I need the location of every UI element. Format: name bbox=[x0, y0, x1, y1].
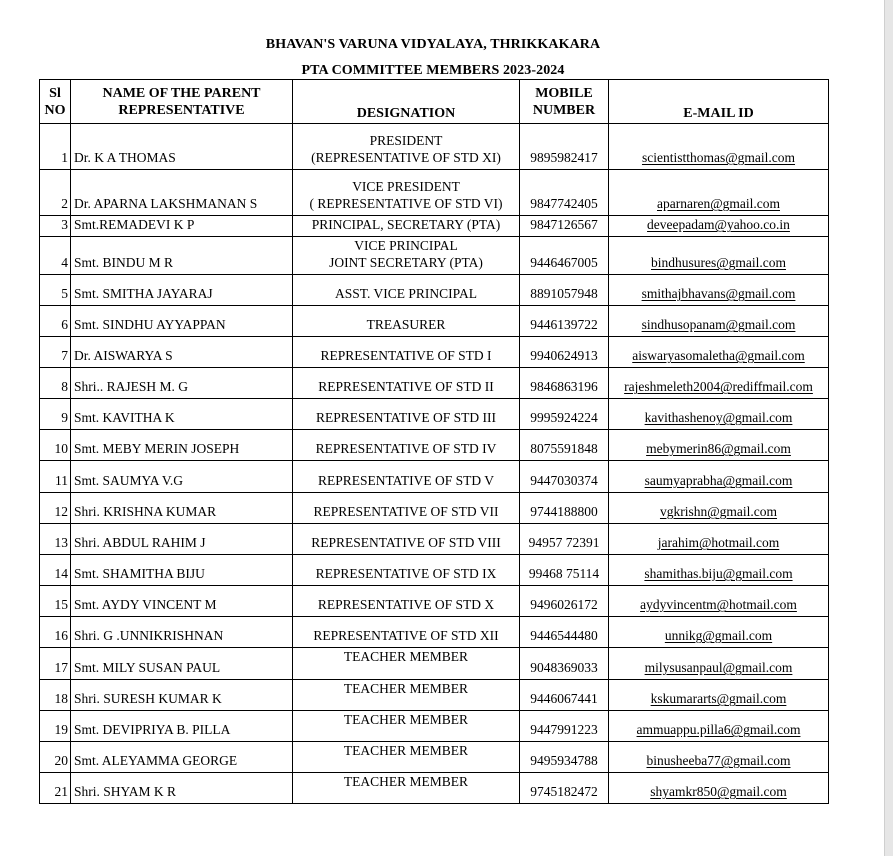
header-mobile-line2: NUMBER bbox=[532, 102, 596, 118]
row-designation-line1: REPRESENTATIVE OF STD IX bbox=[315, 566, 497, 581]
row-name: Smt. MEBY MERIN JOSEPH bbox=[71, 430, 293, 461]
row-name: Smt. SINDHU AYYAPPAN bbox=[71, 306, 293, 337]
row-email[interactable] bbox=[609, 617, 829, 648]
row-name: Shri. KRISHNA KUMAR bbox=[71, 493, 293, 524]
row-mobile: 9895982417 bbox=[520, 124, 609, 170]
row-designation-line1: TEACHER MEMBER bbox=[343, 774, 469, 789]
table-row bbox=[40, 493, 829, 524]
row-designation bbox=[293, 742, 520, 773]
email-link[interactable]: jarahim@hotmail.com bbox=[657, 535, 780, 550]
table-row bbox=[40, 170, 829, 216]
row-email[interactable] bbox=[609, 430, 829, 461]
row-email[interactable] bbox=[609, 216, 829, 237]
table-row bbox=[40, 124, 829, 170]
row-designation bbox=[293, 368, 520, 399]
email-link[interactable]: vgkrishn@gmail.com bbox=[659, 504, 778, 519]
table-row bbox=[40, 275, 829, 306]
row-name: Shri. G .UNNIKRISHNAN bbox=[71, 617, 293, 648]
header-designation: DESIGNATION bbox=[293, 80, 520, 124]
row-sl-no: 9 bbox=[40, 399, 71, 430]
row-designation-line1: REPRESENTATIVE OF STD II bbox=[318, 379, 494, 394]
row-sl-no: 17 bbox=[40, 648, 71, 680]
row-sl-no: 20 bbox=[40, 742, 71, 773]
email-link[interactable]: bindhusures@gmail.com bbox=[650, 255, 787, 270]
row-name: Smt. SAUMYA V.G bbox=[71, 461, 293, 493]
row-email[interactable] bbox=[609, 493, 829, 524]
row-mobile: 9846863196 bbox=[520, 368, 609, 399]
row-designation bbox=[293, 711, 520, 742]
row-mobile: 9048369033 bbox=[520, 648, 609, 680]
table-row bbox=[40, 306, 829, 337]
row-email[interactable] bbox=[609, 648, 829, 680]
row-designation bbox=[293, 617, 520, 648]
table-row bbox=[40, 617, 829, 648]
row-designation-line1: VICE PRESIDENT bbox=[352, 179, 460, 194]
row-designation-line2: (REPRESENTATIVE OF STD XI) bbox=[311, 150, 501, 165]
row-sl-no: 6 bbox=[40, 306, 71, 337]
row-email[interactable] bbox=[609, 124, 829, 170]
row-designation-line1: ASST. VICE PRINCIPAL bbox=[335, 286, 477, 301]
row-sl-no: 4 bbox=[40, 237, 71, 275]
row-name: Smt. SHAMITHA BIJU bbox=[71, 555, 293, 586]
email-link[interactable]: aiswaryasomaletha@gmail.com bbox=[632, 348, 805, 363]
row-designation-line1: REPRESENTATIVE OF STD XII bbox=[313, 628, 499, 643]
table-row bbox=[40, 586, 829, 617]
row-designation-line1: REPRESENTATIVE OF STD III bbox=[315, 410, 497, 425]
table-row bbox=[40, 773, 829, 804]
table-row bbox=[40, 524, 829, 555]
page-edge bbox=[884, 0, 893, 856]
row-mobile: 9446467005 bbox=[520, 237, 609, 275]
row-designation bbox=[293, 237, 520, 275]
row-name: Smt.REMADEVI K P bbox=[71, 216, 293, 237]
row-sl-no: 1 bbox=[40, 124, 71, 170]
row-mobile: 9496026172 bbox=[520, 586, 609, 617]
row-sl-no: 14 bbox=[40, 555, 71, 586]
email-link[interactable]: unnikg@gmail.com bbox=[664, 628, 773, 643]
row-designation bbox=[293, 524, 520, 555]
row-email[interactable] bbox=[609, 586, 829, 617]
row-sl-no: 11 bbox=[40, 461, 71, 493]
row-sl-no: 13 bbox=[40, 524, 71, 555]
row-name: Dr. APARNA LAKSHMANAN S bbox=[71, 170, 293, 216]
row-email[interactable] bbox=[609, 555, 829, 586]
row-email[interactable] bbox=[609, 170, 829, 216]
row-mobile: 9446544480 bbox=[520, 617, 609, 648]
row-email[interactable] bbox=[609, 275, 829, 306]
table-header-row bbox=[40, 80, 829, 124]
row-designation bbox=[293, 399, 520, 430]
row-email[interactable] bbox=[609, 461, 829, 493]
row-mobile: 8075591848 bbox=[520, 430, 609, 461]
row-designation bbox=[293, 306, 520, 337]
row-designation bbox=[293, 170, 520, 216]
row-email[interactable] bbox=[609, 680, 829, 711]
row-designation-line1: TEACHER MEMBER bbox=[343, 743, 469, 758]
row-email[interactable] bbox=[609, 742, 829, 773]
row-sl-no: 10 bbox=[40, 430, 71, 461]
row-designation bbox=[293, 337, 520, 368]
row-designation-line1: PRESIDENT bbox=[369, 133, 443, 148]
row-name: Shri.. RAJESH M. G bbox=[71, 368, 293, 399]
row-name: Smt. MILY SUSAN PAUL bbox=[71, 648, 293, 680]
row-mobile: 9847126567 bbox=[520, 216, 609, 237]
document-subtitle: PTA COMMITTEE MEMBERS 2023-2024 bbox=[301, 63, 565, 78]
table-row bbox=[40, 216, 829, 237]
email-link[interactable]: ammuappu.pilla6@gmail.com bbox=[636, 722, 801, 737]
row-name: Smt. BINDU M R bbox=[71, 237, 293, 275]
row-designation bbox=[293, 773, 520, 804]
table-row bbox=[40, 648, 829, 680]
row-designation-line1: REPRESENTATIVE OF STD X bbox=[317, 597, 495, 612]
row-email[interactable] bbox=[609, 399, 829, 430]
row-mobile: 9744188800 bbox=[520, 493, 609, 524]
row-designation-line1: TEACHER MEMBER bbox=[343, 681, 469, 696]
email-link[interactable]: binusheeba77@gmail.com bbox=[646, 753, 791, 768]
row-sl-no: 15 bbox=[40, 586, 71, 617]
table-row bbox=[40, 555, 829, 586]
row-designation-line1: REPRESENTATIVE OF STD V bbox=[317, 473, 495, 488]
row-name: Smt. AYDY VINCENT M bbox=[71, 586, 293, 617]
row-sl-no: 18 bbox=[40, 680, 71, 711]
table-row bbox=[40, 399, 829, 430]
row-mobile: 9495934788 bbox=[520, 742, 609, 773]
row-sl-no: 16 bbox=[40, 617, 71, 648]
email-link[interactable]: aydyvincentm@hotmail.com bbox=[640, 597, 797, 612]
email-link[interactable]: smithajbhavans@gmail.com bbox=[641, 286, 796, 301]
row-email[interactable] bbox=[609, 337, 829, 368]
table-row bbox=[40, 711, 829, 742]
row-name: Dr. K A THOMAS bbox=[71, 124, 293, 170]
header-name-line1: NAME OF THE PARENT bbox=[102, 85, 261, 101]
row-designation-line1: TEACHER MEMBER bbox=[343, 712, 469, 727]
table-row bbox=[40, 461, 829, 493]
row-name: Smt. ALEYAMMA GEORGE bbox=[71, 742, 293, 773]
row-sl-no: 7 bbox=[40, 337, 71, 368]
row-designation-line1: TEACHER MEMBER bbox=[343, 649, 469, 664]
row-designation-line2: ( REPRESENTATIVE OF STD VI) bbox=[309, 196, 503, 211]
row-email[interactable] bbox=[609, 237, 829, 275]
table-row bbox=[40, 430, 829, 461]
table-body bbox=[40, 124, 829, 804]
email-link[interactable]: sindhusopanam@gmail.com bbox=[641, 317, 796, 332]
email-link[interactable]: milysusanpaul@gmail.com bbox=[644, 660, 793, 675]
email-link[interactable]: aparnaren@gmail.com bbox=[656, 196, 780, 211]
row-mobile: 8891057948 bbox=[520, 275, 609, 306]
row-mobile: 9447991223 bbox=[520, 711, 609, 742]
header-sl-no bbox=[40, 80, 71, 124]
header-mobile bbox=[520, 80, 609, 124]
row-email[interactable] bbox=[609, 773, 829, 804]
header-mobile-line1: MOBILE bbox=[535, 85, 593, 101]
row-designation bbox=[293, 493, 520, 524]
email-link[interactable]: scientistthomas@gmail.com bbox=[641, 150, 796, 165]
email-link[interactable]: saumyaprabha@gmail.com bbox=[644, 473, 793, 488]
row-sl-no: 21 bbox=[40, 773, 71, 804]
row-designation-line2: JOINT SECRETARY (PTA) bbox=[329, 255, 483, 270]
row-designation bbox=[293, 216, 520, 237]
row-name: Smt. SMITHA JAYARAJ bbox=[71, 275, 293, 306]
header-email: E-MAIL ID bbox=[609, 80, 829, 124]
row-designation-line1: VICE PRINCIPAL bbox=[354, 238, 458, 253]
table-row bbox=[40, 237, 829, 275]
row-name: Smt. DEVIPRIYA B. PILLA bbox=[71, 711, 293, 742]
row-email[interactable] bbox=[609, 306, 829, 337]
row-designation bbox=[293, 586, 520, 617]
row-mobile: 94957 72391 bbox=[520, 524, 609, 555]
row-designation bbox=[293, 680, 520, 711]
email-link[interactable]: kavithashenoy@gmail.com bbox=[644, 410, 793, 425]
row-designation-line1: REPRESENTATIVE OF STD IV bbox=[315, 441, 497, 456]
table-row bbox=[40, 368, 829, 399]
table-row bbox=[40, 680, 829, 711]
row-email[interactable] bbox=[609, 711, 829, 742]
row-mobile: 9847742405 bbox=[520, 170, 609, 216]
row-sl-no: 19 bbox=[40, 711, 71, 742]
email-link[interactable]: shyamkr850@gmail.com bbox=[650, 784, 787, 799]
row-sl-no: 5 bbox=[40, 275, 71, 306]
row-designation bbox=[293, 275, 520, 306]
row-name: Dr. AISWARYA S bbox=[71, 337, 293, 368]
row-mobile: 99468 75114 bbox=[520, 555, 609, 586]
row-designation-line1: REPRESENTATIVE OF STD VIII bbox=[311, 535, 501, 550]
row-sl-no: 3 bbox=[40, 216, 71, 237]
email-link[interactable]: mebymerin86@gmail.com bbox=[646, 441, 791, 456]
row-email[interactable] bbox=[609, 524, 829, 555]
row-mobile: 9940624913 bbox=[520, 337, 609, 368]
row-name: Shri. SURESH KUMAR K bbox=[71, 680, 293, 711]
header-sl-line2: NO bbox=[44, 102, 66, 118]
pta-members-table bbox=[39, 79, 829, 804]
header-name-line2: REPRESENTATIVE bbox=[118, 102, 245, 118]
row-mobile: 9446139722 bbox=[520, 306, 609, 337]
email-link[interactable]: rajeshmeleth2004@rediffmail.com bbox=[624, 379, 813, 394]
row-mobile: 9745182472 bbox=[520, 773, 609, 804]
row-designation-line1: REPRESENTATIVE OF STD VII bbox=[313, 504, 499, 519]
row-mobile: 9995924224 bbox=[520, 399, 609, 430]
row-mobile: 9446067441 bbox=[520, 680, 609, 711]
row-designation-line1: PRINCIPAL, SECRETARY (PTA) bbox=[311, 217, 501, 232]
row-name: Smt. KAVITHA K bbox=[71, 399, 293, 430]
row-designation bbox=[293, 648, 520, 680]
row-sl-no: 8 bbox=[40, 368, 71, 399]
row-designation bbox=[293, 124, 520, 170]
row-designation-line1: TREASURER bbox=[366, 317, 446, 332]
row-name: Shri. SHYAM K R bbox=[71, 773, 293, 804]
row-designation-line1: REPRESENTATIVE OF STD I bbox=[320, 348, 492, 363]
header-name bbox=[71, 80, 293, 124]
row-sl-no: 12 bbox=[40, 493, 71, 524]
row-designation bbox=[293, 430, 520, 461]
row-sl-no: 2 bbox=[40, 170, 71, 216]
header-sl-line1: Sl bbox=[49, 85, 61, 101]
row-mobile: 9447030374 bbox=[520, 461, 609, 493]
row-designation bbox=[293, 555, 520, 586]
email-link[interactable]: deveepadam@yahoo.co.in bbox=[647, 217, 790, 232]
email-link[interactable]: shamithas.biju@gmail.com bbox=[644, 566, 793, 581]
row-designation bbox=[293, 461, 520, 493]
row-email[interactable] bbox=[609, 368, 829, 399]
email-link[interactable]: kskumararts@gmail.com bbox=[650, 691, 787, 706]
table-row bbox=[40, 742, 829, 773]
table-row bbox=[40, 337, 829, 368]
document-title: BHAVAN'S VARUNA VIDYALAYA, THRIKKAKARA bbox=[265, 37, 601, 52]
row-name: Shri. ABDUL RAHIM J bbox=[71, 524, 293, 555]
